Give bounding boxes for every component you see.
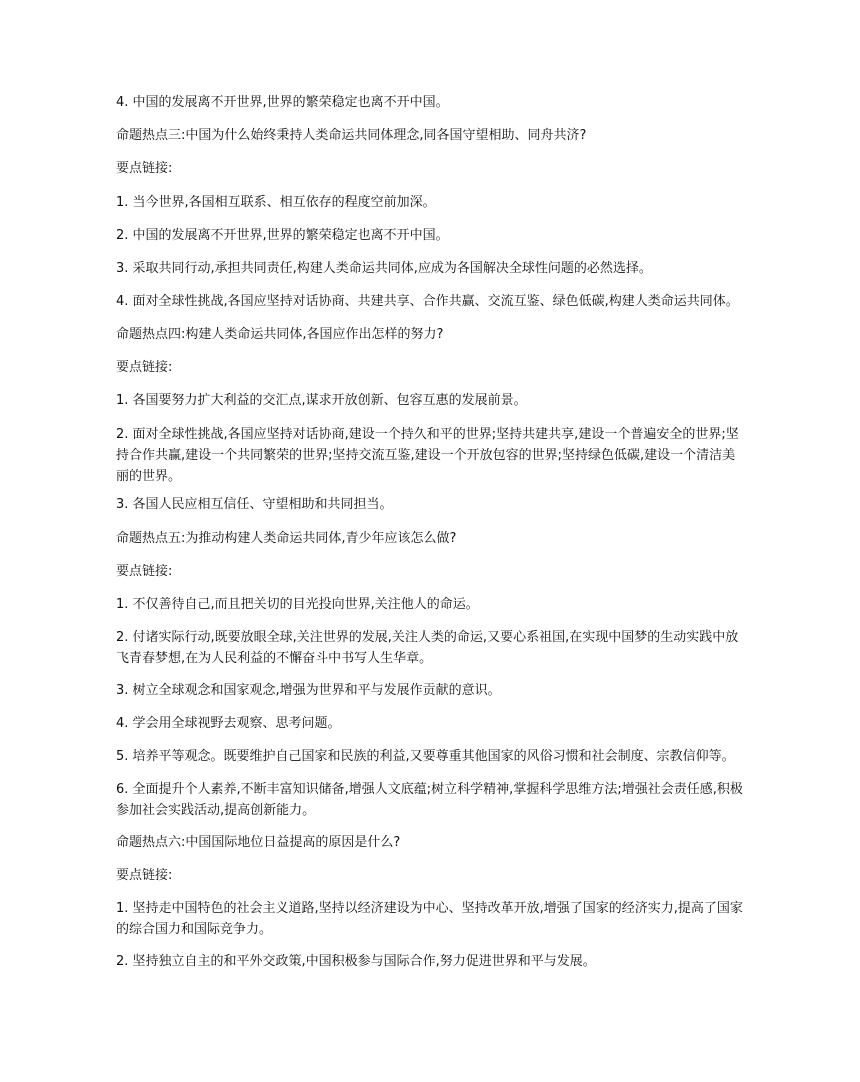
paragraph: 4. 面对全球性挑战,各国应坚持对话协商、共建共享、合作共赢、交流互鉴、绿色低碳,构建人类命运共同体。	[116, 294, 739, 309]
section-heading: 命题热点四:构建人类命运共同体,各国应作出怎样的努力?	[116, 327, 444, 342]
paragraph: 1. 各国要努力扩大利益的交汇点,谋求开放创新、包容互惠的发展前景。	[116, 393, 527, 408]
paragraph: 6. 全面提升个人素养,不断丰富知识储备,增强人文底蕴;树立科学精神,掌握科学思维方法;增强社会责任感,积极参加社会实践活动,提高创新能力。	[116, 782, 743, 818]
paragraph: 3. 采取共同行动,承担共同责任,构建人类命运共同体,应成为各国解决全球性问题的必然选择。	[116, 261, 652, 276]
paragraph: 5. 培养平等观念。既要维护自己国家和民族的利益,又要尊重其他国家的风俗习惯和社会制度、宗教信仰等。	[116, 749, 735, 764]
section-heading: 命题热点五:为推动构建人类命运共同体,青少年应该怎么做?	[116, 531, 457, 546]
paragraph: 2. 中国的发展离不开世界,世界的繁荣稳定也离不开中国。	[116, 228, 449, 243]
paragraph: 2. 坚持独立自主的和平外交政策,中国积极参与国际合作,努力促进世界和平与发展。	[116, 954, 596, 969]
paragraph: 1. 坚持走中国特色的社会主义道路,坚持以经济建设为中心、坚持改革开放,增强了国家的经济实力,提高了国家的综合国力和国际竞争力。	[116, 901, 743, 937]
paragraph: 1. 当今世界,各国相互联系、相互依存的程度空前加深。	[116, 195, 436, 210]
key-points-label: 要点链接:	[116, 360, 173, 375]
paragraph: 2. 面对全球性挑战,各国应坚持对话协商,建设一个持久和平的世界;坚持共建共享,建设一个普遍安全的世界;坚持合作共赢,建设一个共同繁荣的世界;坚持交流互鉴,建设一个开放包容的世界;坚持绿色低碳,建设一个清洁美丽的世界。	[116, 427, 739, 484]
paragraph: 4. 学会用全球视野去观察、思考问题。	[116, 716, 341, 731]
key-points-label: 要点链接:	[116, 868, 173, 883]
paragraph: 4. 中国的发展离不开世界,世界的繁荣稳定也离不开中国。	[116, 95, 449, 110]
paragraph: 2. 付诸实际行动,既要放眼全球,关注世界的发展,关注人类的命运,又要心系祖国,在实现中国梦的生动实践中放飞青春梦想,在为人民利益的不懈奋斗中书写人生华章。	[116, 630, 739, 666]
paragraph: 3. 各国人民应相互信任、守望相助和共同担当。	[116, 497, 393, 512]
section-heading: 命题热点六:中国国际地位日益提高的原因是什么?	[116, 835, 401, 850]
paragraph: 3. 树立全球观念和国家观念,增强为世界和平与发展作贡献的意识。	[116, 683, 501, 698]
key-points-label: 要点链接:	[116, 161, 173, 176]
key-points-label: 要点链接:	[116, 564, 173, 579]
paragraph: 1. 不仅善待自己,而且把关切的目光投向世界,关注他人的命运。	[116, 597, 479, 612]
section-heading: 命题热点三:中国为什么始终秉持人类命运共同体理念,同各国守望相助、同舟共济?	[116, 128, 587, 143]
